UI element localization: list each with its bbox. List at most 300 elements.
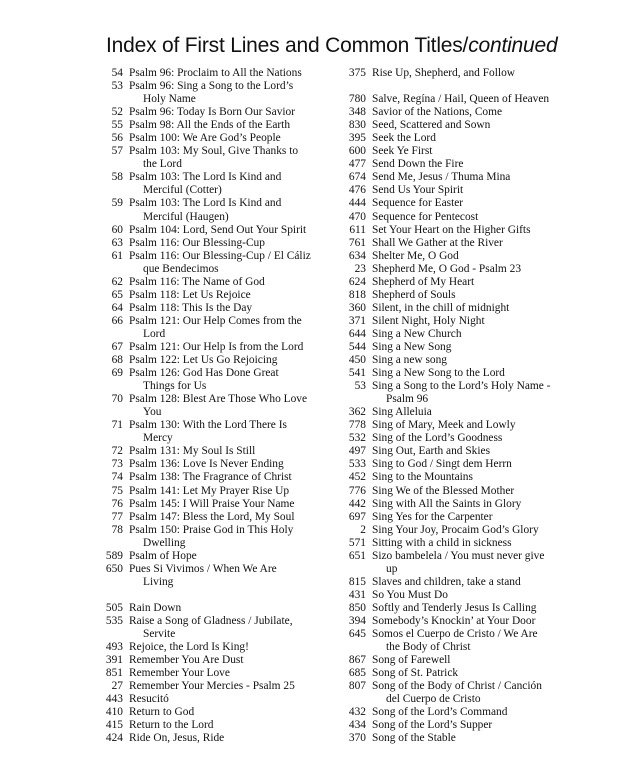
index-entry	[333, 328, 605, 341]
index-entry	[90, 197, 340, 223]
first-line-title	[123, 132, 340, 145]
first-line-title	[366, 119, 605, 132]
first-line-title	[123, 171, 340, 197]
title-line: Ride On, Jesus, Ride	[129, 732, 225, 745]
first-line-title	[366, 341, 605, 354]
first-line-title	[366, 458, 605, 471]
index-entry	[333, 719, 605, 732]
hymn-number: 778	[348, 419, 366, 432]
hymn-number: 497	[348, 445, 366, 458]
title-line: Rain Down	[129, 601, 182, 614]
hymn-number: 431	[348, 588, 366, 601]
first-line-title	[366, 276, 605, 289]
title-line: Sing Yes for the Carpenter	[372, 510, 493, 523]
hymn-number: 476	[348, 184, 366, 197]
title-line: Psalm 96: Today Is Born Our Savior	[129, 106, 296, 119]
title-line: Set Your Heart on the Higher Gifts	[372, 223, 531, 236]
first-line-title	[366, 145, 605, 158]
hymn-number: 851	[105, 667, 123, 680]
hymn-number: 477	[348, 158, 366, 171]
first-line-title	[366, 328, 605, 341]
first-line-title	[123, 485, 340, 498]
title-line: Send Me, Jesus / Thuma Mina	[372, 171, 511, 184]
hymn-number: 371	[348, 314, 366, 327]
right-index-column	[333, 67, 605, 745]
first-line-title	[123, 550, 340, 563]
index-entry	[333, 432, 605, 445]
hymn-number: 54	[111, 67, 123, 79]
index-entry	[90, 354, 340, 367]
first-line-title	[366, 158, 605, 171]
index-entry	[333, 367, 605, 380]
first-line-title	[366, 419, 605, 432]
title-line: Seek the Lord	[372, 132, 436, 145]
title-line: Sing to the Mountains	[372, 471, 473, 484]
title-line: Psalm 100: We Are God’s People	[129, 132, 281, 145]
title-line: Sing Your Joy, Procaim God’s Glory	[372, 523, 539, 536]
index-entry	[90, 106, 340, 119]
index-entry	[333, 211, 605, 224]
hymn-number: 60	[111, 223, 123, 236]
title-line: Sing a New Song	[372, 340, 452, 353]
title-continuation: the Body of Christ	[386, 641, 471, 654]
hymn-number: 375	[348, 67, 366, 79]
title-line: Sing We of the Blessed Mother	[372, 484, 515, 497]
title-line: Psalm 150: Praise God in This Holy	[129, 523, 294, 536]
index-entry	[333, 654, 605, 667]
title-line: Remember Your Love	[129, 667, 230, 680]
index-entry	[90, 132, 340, 145]
hymn-number: 544	[348, 340, 366, 353]
index-entry	[333, 550, 605, 576]
first-line-title	[123, 315, 340, 341]
title-continuation: Psalm 96	[386, 393, 429, 406]
title-continuation: Living	[143, 575, 174, 588]
index-entry	[333, 445, 605, 458]
hymn-number: 59	[111, 197, 123, 210]
hymn-number: 830	[348, 119, 366, 132]
first-line-title	[366, 367, 605, 380]
title-line: Psalm 96: Sing a Song to the Lord’s	[129, 80, 294, 93]
hymn-number: 867	[348, 654, 366, 667]
index-entry	[90, 445, 340, 458]
first-line-title	[366, 132, 605, 145]
first-line-title	[123, 498, 340, 511]
index-entry	[90, 524, 340, 550]
index-entry	[90, 602, 340, 615]
index-entry	[90, 119, 340, 132]
index-entry	[90, 419, 340, 445]
title-line: Softly and Tenderly Jesus Is Calling	[372, 601, 537, 614]
first-line-title	[366, 615, 605, 628]
title-line: Psalm 98: All the Ends of the Earth	[129, 119, 291, 132]
first-line-title	[123, 445, 340, 458]
first-line-title	[366, 667, 605, 680]
title-line: Psalm 122: Let Us Go Rejoicing	[129, 354, 278, 367]
hymn-number: 74	[111, 471, 123, 484]
title-line: Psalm 118: This Is the Day	[129, 301, 253, 314]
first-line-title	[123, 458, 340, 471]
hymn-number: 348	[348, 106, 366, 119]
first-line-title	[366, 171, 605, 184]
hymn-number: 68	[111, 354, 123, 367]
index-entry	[333, 158, 605, 171]
hymn-number: 61	[111, 249, 123, 262]
hymn-number: 57	[111, 145, 123, 158]
title-line: Song of St. Patrick	[372, 667, 459, 680]
index-entry	[333, 250, 605, 263]
index-entry	[90, 471, 340, 484]
index-entry	[333, 341, 605, 354]
title-line: Psalm 136: Love Is Never Ending	[129, 458, 284, 471]
index-entry	[333, 354, 605, 367]
index-entry	[90, 680, 340, 693]
title-line: Sing Alleluia	[372, 406, 432, 419]
index-entry	[90, 393, 340, 419]
first-line-title	[366, 302, 605, 315]
first-line-title	[366, 263, 605, 276]
hymn-number: 67	[111, 340, 123, 353]
first-line-title	[366, 445, 605, 458]
hymn-number: 818	[348, 288, 366, 301]
title-line: Salve, Regína / Hail, Queen of Heaven	[372, 93, 550, 106]
hymn-number: 535	[105, 614, 123, 627]
title-line: Psalm 147: Bless the Lord, My Soul	[129, 510, 295, 523]
index-entry	[333, 380, 605, 406]
index-entry	[333, 184, 605, 197]
hymn-number: 541	[348, 367, 366, 380]
hymn-number: 72	[111, 445, 123, 458]
first-line-title	[366, 524, 605, 537]
first-line-title	[123, 276, 340, 289]
index-entry	[90, 341, 340, 354]
title-line: Psalm 103: The Lord Is Kind and	[129, 197, 282, 210]
page-title	[106, 34, 557, 58]
first-line-title	[366, 93, 605, 106]
index-entry	[333, 667, 605, 680]
hymn-number: 776	[348, 484, 366, 497]
first-line-title	[123, 106, 340, 119]
first-line-title	[123, 680, 340, 693]
hymn-number: 76	[111, 497, 123, 510]
title-line: Psalm 118: Let Us Rejoice	[129, 288, 251, 301]
first-line-title	[366, 354, 605, 367]
hymn-number: 78	[111, 523, 123, 536]
title-line: Sing of the Lord’s Goodness	[372, 432, 503, 445]
index-entry	[90, 250, 340, 276]
index-entry	[333, 419, 605, 432]
first-line-title	[123, 80, 340, 106]
hymn-number: 71	[111, 419, 123, 432]
hymn-number: 645	[348, 628, 366, 641]
first-line-title	[123, 419, 340, 445]
hymn-number: 391	[105, 654, 123, 667]
title-line: Sing a New Song to the Lord	[372, 367, 505, 380]
title-line: Somebody’s Knockin’ at Your Door	[372, 614, 536, 627]
title-line: Resucitó	[129, 693, 169, 706]
first-line-title	[366, 406, 605, 419]
index-entry	[90, 615, 340, 641]
title-line: Song of the Lord’s Command	[372, 706, 508, 719]
first-line-title	[366, 732, 605, 745]
index-entry	[90, 511, 340, 524]
index-entry	[333, 589, 605, 602]
hymn-number: 55	[111, 119, 123, 132]
index-entry	[90, 706, 340, 719]
first-line-title	[123, 224, 340, 237]
first-line-title	[366, 628, 605, 654]
first-line-title	[123, 706, 340, 719]
title-line: Psalm 96: Proclaim to All the Nations	[129, 67, 302, 79]
hymn-number: 533	[348, 458, 366, 471]
hymn-number: 63	[111, 236, 123, 249]
hymn-number: 807	[348, 680, 366, 693]
hymn-number: 410	[105, 706, 123, 719]
index-entry	[333, 602, 605, 615]
title-line: Psalm 130: With the Lord There Is	[129, 419, 287, 432]
index-entry	[333, 576, 605, 589]
index-entry	[90, 719, 340, 732]
title-line: Pues Si Vivimos / When We Are	[129, 562, 277, 575]
first-line-title	[366, 485, 605, 498]
index-entry	[90, 563, 340, 589]
first-line-title	[366, 67, 605, 80]
first-line-title	[123, 197, 340, 223]
hymn-number: 370	[348, 732, 366, 745]
index-entry	[90, 485, 340, 498]
title-line: Song of the Lord’s Supper	[372, 719, 493, 732]
index-entry	[333, 197, 605, 210]
title-main: Index of First Lines and Common Titles/	[106, 34, 469, 57]
first-line-title	[366, 184, 605, 197]
first-line-title	[123, 602, 340, 615]
first-line-title	[123, 250, 340, 276]
title-line: Psalm 103: My Soul, Give Thanks to	[129, 145, 299, 158]
first-line-title	[123, 67, 340, 80]
title-line: Shepherd of My Heart	[372, 275, 475, 288]
title-continuation: Merciful (Haugen)	[143, 210, 229, 223]
index-entry	[333, 289, 605, 302]
index-entry	[333, 680, 605, 706]
title-continuation: Lord	[143, 327, 166, 340]
first-line-title	[123, 524, 340, 550]
index-entry	[333, 276, 605, 289]
first-line-title	[123, 563, 340, 589]
index-entry	[90, 458, 340, 471]
index-entry	[333, 498, 605, 511]
first-line-title	[123, 641, 340, 654]
title-line: Slaves and children, take a stand	[372, 575, 521, 588]
title-line: Sing of Mary, Meek and Lowly	[372, 419, 516, 432]
index-entry	[333, 524, 605, 537]
index-entry	[333, 119, 605, 132]
index-entry	[90, 732, 340, 745]
first-line-title	[366, 224, 605, 237]
title-line: Rejoice, the Lord Is King!	[129, 641, 249, 654]
hymn-number: 65	[111, 288, 123, 301]
hymn-number: 69	[111, 367, 123, 380]
first-line-title	[123, 119, 340, 132]
hymn-number: 624	[348, 275, 366, 288]
first-line-title	[366, 680, 605, 706]
title-line: Silent, in the chill of midnight	[372, 301, 510, 314]
hymn-number: 53	[111, 80, 123, 93]
title-continuation: Merciful (Cotter)	[143, 184, 222, 197]
title-continuation: del Cuerpo de Cristo	[386, 693, 481, 706]
hymn-number: 634	[348, 249, 366, 262]
title-line: Psalm 131: My Soul Is Still	[129, 445, 256, 458]
index-entry	[333, 237, 605, 250]
first-line-title	[366, 576, 605, 589]
hymn-number: 58	[111, 171, 123, 184]
title-line: Psalm 138: The Fragrance of Christ	[129, 471, 292, 484]
first-line-title	[366, 719, 605, 732]
index-entry	[333, 67, 605, 80]
first-line-title	[366, 237, 605, 250]
index-entry	[333, 263, 605, 276]
title-continuation: the Lord	[143, 158, 182, 171]
hymn-number: 685	[348, 667, 366, 680]
title-line: Sing a New Church	[372, 327, 462, 340]
index-entry	[333, 106, 605, 119]
first-line-title	[366, 289, 605, 302]
first-line-title	[366, 602, 605, 615]
index-entry	[333, 458, 605, 471]
index-entry	[90, 289, 340, 302]
title-line: Send Down the Fire	[372, 158, 464, 171]
index-entry	[90, 145, 340, 171]
title-line: Sitting with a child in sickness	[372, 536, 512, 549]
index-entry	[333, 302, 605, 315]
hymn-number: 780	[348, 93, 366, 106]
first-line-title	[366, 211, 605, 224]
title-line: Savior of the Nations, Come	[372, 106, 503, 119]
first-line-title	[123, 732, 340, 745]
title-line: Sing to God / Singt dem Herrn	[372, 458, 512, 471]
title-line: Remember Your Mercies - Psalm 25	[129, 680, 295, 693]
index-entry	[90, 667, 340, 680]
first-line-title	[366, 550, 605, 576]
title-continuation: Holy Name	[143, 93, 196, 106]
first-line-title	[366, 589, 605, 602]
first-line-title	[123, 354, 340, 367]
first-line-title	[366, 315, 605, 328]
title-line: Sing a Song to the Lord’s Holy Name -	[372, 380, 551, 393]
first-line-title	[366, 511, 605, 524]
hymn-number: 424	[105, 732, 123, 745]
first-line-title	[123, 237, 340, 250]
index-entry	[90, 654, 340, 667]
first-line-title	[366, 471, 605, 484]
first-line-title	[366, 250, 605, 263]
first-line-title	[123, 471, 340, 484]
title-line: Psalm 121: Our Help Comes from the	[129, 314, 302, 327]
hymn-number: 600	[348, 145, 366, 158]
title-line: Sing Out, Earth and Skies	[372, 445, 491, 458]
index-entry	[333, 628, 605, 654]
title-continuation: Things for Us	[143, 380, 207, 393]
first-line-title	[123, 145, 340, 171]
first-line-title	[366, 432, 605, 445]
hymn-number: 52	[111, 106, 123, 119]
index-entry	[333, 485, 605, 498]
hymn-number: 66	[111, 314, 123, 327]
hymn-number: 64	[111, 301, 123, 314]
title-line: Psalm 121: Our Help Is from the Lord	[129, 340, 304, 353]
title-line: Return to God	[129, 706, 195, 719]
first-line-title	[123, 719, 340, 732]
first-line-title	[123, 511, 340, 524]
title-line: Somos el Cuerpo de Cristo / We Are	[372, 628, 538, 641]
hymn-number: 505	[105, 601, 123, 614]
title-line: Psalm 128: Blest Are Those Who Love	[129, 393, 308, 406]
first-line-title	[366, 380, 605, 406]
index-entry	[90, 171, 340, 197]
title-line: Shepherd Me, O God - Psalm 23	[372, 262, 522, 275]
hymn-number: 611	[349, 223, 366, 236]
title-line: Psalm 141: Let My Prayer Rise Up	[129, 484, 290, 497]
first-line-title	[366, 498, 605, 511]
hymn-number: 532	[348, 432, 366, 445]
index-entry	[333, 224, 605, 237]
title-line: Return to the Lord	[129, 719, 214, 732]
title-line: Seek Ye First	[372, 145, 433, 158]
first-line-title	[366, 537, 605, 550]
title-line: Rise Up, Shepherd, and Follow	[372, 67, 516, 79]
hymn-number: 62	[111, 275, 123, 288]
index-entry	[333, 315, 605, 328]
title-line: Song of the Stable	[372, 732, 456, 745]
title-line: Shall We Gather at the River	[372, 236, 503, 249]
index-entry	[333, 93, 605, 106]
hymn-number: 53	[354, 380, 366, 393]
first-line-title	[123, 615, 340, 641]
hymn-number: 70	[111, 393, 123, 406]
hymn-number: 589	[105, 549, 123, 562]
title-line: Shepherd of Souls	[372, 288, 456, 301]
title-line: Sizo bambelela / You must never give	[372, 549, 545, 562]
index-entry	[90, 302, 340, 315]
hymn-number: 571	[348, 536, 366, 549]
index-entry	[333, 145, 605, 158]
title-line: Sequence for Easter	[372, 197, 464, 210]
first-line-title	[366, 197, 605, 210]
hymn-number: 432	[348, 706, 366, 719]
index-entry	[333, 706, 605, 719]
index-entry	[90, 224, 340, 237]
index-entry	[90, 367, 340, 393]
title-line: Remember You Are Dust	[129, 654, 244, 667]
hymn-number: 75	[111, 484, 123, 497]
index-entry	[333, 171, 605, 184]
title-line: Psalm 116: Our Blessing-Cup / El Cáliz	[129, 249, 311, 262]
hymn-number: 56	[111, 132, 123, 145]
index-entry	[90, 550, 340, 563]
index-entry	[333, 537, 605, 550]
hymn-number: 493	[105, 641, 123, 654]
title-continuation: que Bendecimos	[143, 262, 219, 275]
hymn-number: 761	[348, 236, 366, 249]
hymn-number: 815	[348, 575, 366, 588]
first-line-title	[123, 654, 340, 667]
title-continuation: Dwelling	[143, 536, 186, 549]
hymn-number: 442	[348, 497, 366, 510]
title-line: Sequence for Pentecost	[372, 210, 479, 223]
title-line: Psalm 116: Our Blessing-Cup	[129, 236, 265, 249]
title-line: So You Must Do	[372, 588, 448, 601]
hymn-number: 444	[348, 197, 366, 210]
index-entry	[333, 732, 605, 745]
